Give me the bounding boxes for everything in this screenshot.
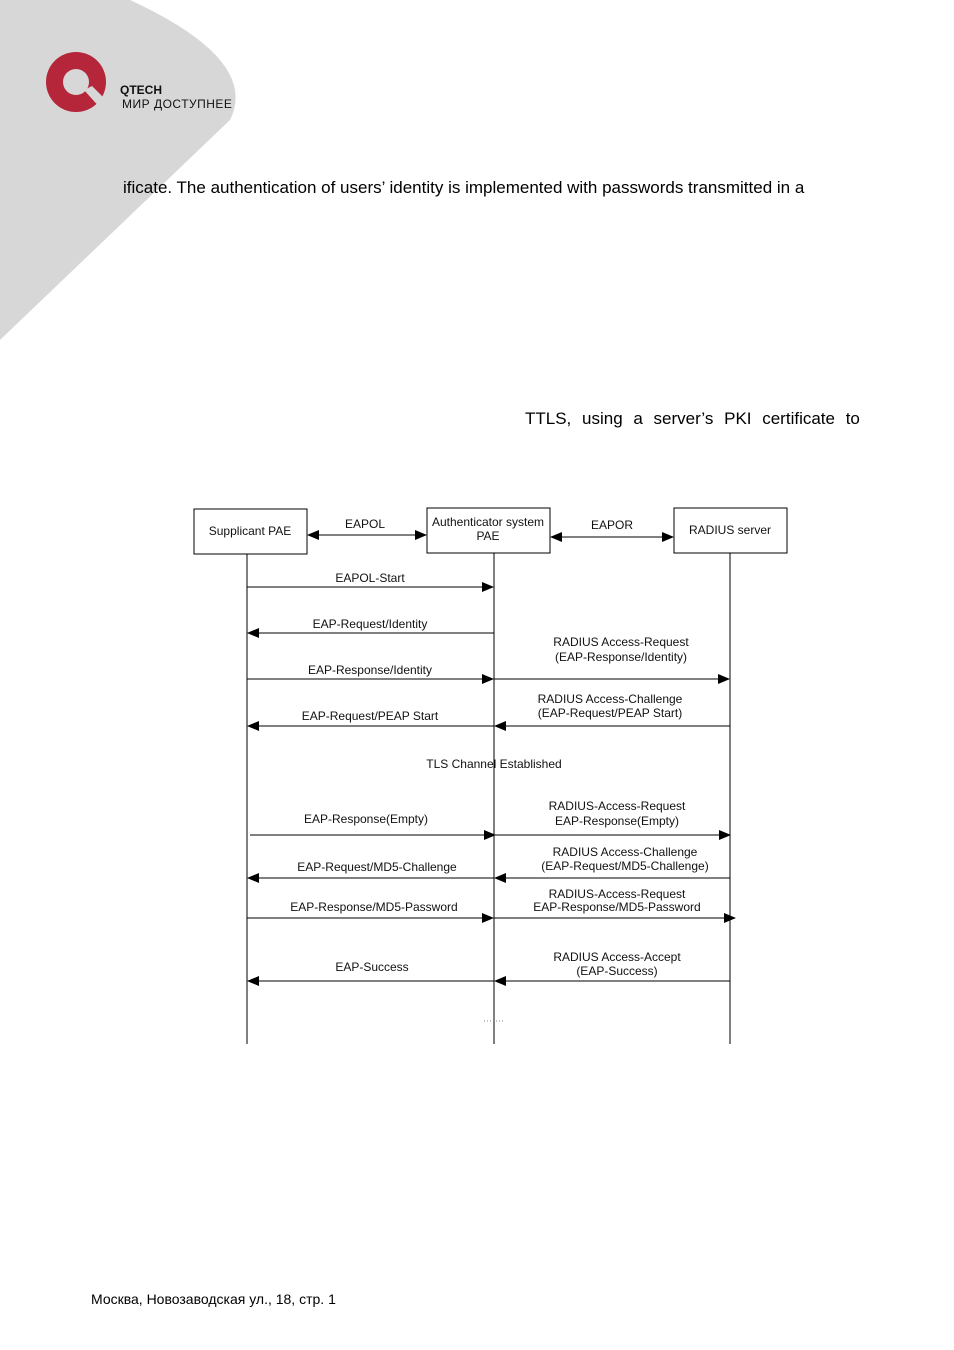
eap-success-label: EAP-Success <box>335 960 409 974</box>
authenticator-label-1: Authenticator system <box>431 515 545 529</box>
supplicant-label: Supplicant PAE <box>208 524 292 538</box>
radius-access-challenge-2-label: RADIUS Access-Challenge <box>552 845 698 859</box>
radius-access-accept-label: RADIUS Access-Accept <box>553 950 681 964</box>
radius-access-challenge-2-sub: (EAP-Request/MD5-Challenge) <box>541 859 709 873</box>
eap-request-peap-start-label: EAP-Request/PEAP Start <box>301 709 439 723</box>
body-text-line-1: ificate. The authentication of users’ identity is implemented with passwords transmitted in a <box>123 178 805 197</box>
tls-channel-label: TLS Channel Established <box>426 757 562 771</box>
radius-access-challenge-1-sub: (EAP-Request/PEAP Start) <box>537 706 683 720</box>
radius-access-challenge-1-label: RADIUS Access-Challenge <box>537 692 683 706</box>
authenticator-label-2: PAE <box>476 529 500 543</box>
radius-access-request-1-label: RADIUS Access-Request <box>553 635 689 649</box>
authenticator-box <box>427 508 550 553</box>
eapor-link-label: EAPOR <box>590 518 634 532</box>
radius-access-request-3-sub: EAP-Response/MD5-Password <box>533 900 701 914</box>
radius-access-request-2-label: RADIUS-Access-Request <box>548 799 686 813</box>
eap-response-empty-label: EAP-Response(Empty) <box>303 812 429 826</box>
logo-name: QTECH <box>120 83 162 97</box>
radius-label: RADIUS server <box>688 523 772 537</box>
radius-access-request-2-sub: EAP-Response(Empty) <box>554 814 680 828</box>
eapol-link-label: EAPOL <box>344 517 386 531</box>
eap-response-md5-password-label: EAP-Response/MD5-Password <box>290 900 458 914</box>
eap-response-identity-label: EAP-Response/Identity <box>307 663 433 677</box>
eapol-start-label: EAPOL-Start <box>335 571 405 585</box>
radius-box <box>674 508 787 553</box>
radius-access-request-1-sub: (EAP-Response/Identity) <box>554 650 688 664</box>
body-text-line-2: TTLS, using a server’s PKI certificate to <box>525 409 860 428</box>
eap-request-md5-challenge-label: EAP-Request/MD5-Challenge <box>297 860 457 874</box>
eap-request-identity-label: EAP-Request/Identity <box>312 617 428 631</box>
radius-access-accept-sub: (EAP-Success) <box>576 964 658 978</box>
radius-access-request-3-label: RADIUS-Access-Request <box>548 887 686 901</box>
supplicant-box <box>194 509 307 554</box>
logo-tagline: МИР ДОСТУПНЕЕ <box>122 97 233 111</box>
footer-address: Москва, Новозаводская ул., 18, стр. 1 <box>91 1291 336 1307</box>
